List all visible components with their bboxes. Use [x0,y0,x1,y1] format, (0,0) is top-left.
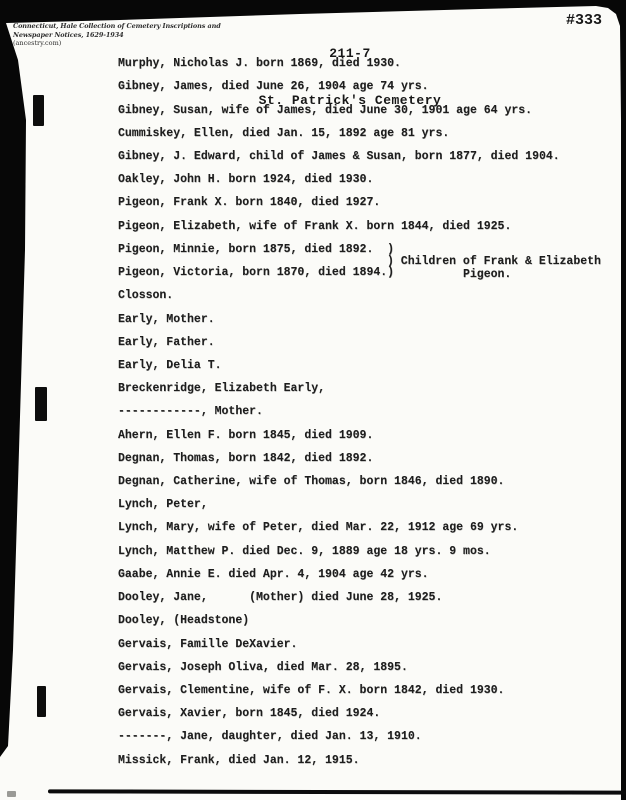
entry-list [118,52,618,772]
cemetery-entry: Early, Delia T. [118,358,222,372]
cemetery-entry: Gervais, Clementine, wife of F. X. born 1842, died 1930. [118,684,505,698]
cemetery-entry: Missick, Frank, died Jan. 12, 1915. [118,753,360,767]
cemetery-entry: Gibney, Susan, wife of James, died June 30, 1901 age 64 yrs. [118,103,533,117]
cemetery-entry: Cummiskey, Ellen, died Jan. 15, 1892 age 81 yrs. [118,126,450,140]
bracket-note-line2: Pigeon. [463,268,512,281]
cemetery-entry: -------, Jane, daughter, died Jan. 13, 1910. [118,730,422,744]
cemetery-entry: Closson. [118,289,174,303]
scan-artifact [7,791,16,797]
cemetery-entry: Lynch, Peter, [118,498,208,512]
cemetery-entry: Pigeon, Elizabeth, wife of Frank X. born 1844, died 1925. [118,219,512,233]
cemetery-entry: Gervais, Famille DeXavier. [118,637,298,651]
district-code: 211-7 [329,46,371,61]
cemetery-entry: ------------, Mother. [118,405,263,419]
cemetery-entry: Pigeon, Victoria, born 1870, died 1894.) [118,266,395,280]
cemetery-entry: Gervais, Joseph Oliva, died Mar. 28, 1895. [118,660,408,674]
cemetery-entry: Oakley, John H. born 1924, died 1930. [118,173,374,187]
cemetery-entry: Breckenridge, Elizabeth Early, [118,382,326,396]
binder-mark-bottom [37,686,46,717]
cemetery-entry: Early, Father. [118,335,215,349]
attribution-collection-title: Connecticut, Hale Collection of Cemetery Inscriptions and Newspaper Notices, 1629-1934 [13,22,221,39]
cemetery-entry: Ahern, Ellen F. born 1845, died 1909. [118,428,374,442]
cemetery-entry: Gibney, James, died June 26, 1904 age 74 yrs. [118,80,429,94]
binder-mark-top [33,95,44,126]
bracket-note-line1: ) Children of Frank & Elizabeth [387,255,601,268]
cemetery-entry: Gaabe, Annie E. died Apr. 4, 1904 age 42 yrs. [118,567,429,581]
binder-mark-middle [35,387,47,421]
cemetery-name: St. Patrick's Cemetery [258,92,442,108]
cemetery-entry: Dooley, (Headstone) [118,614,250,628]
cemetery-entry: Gervais, Xavier, born 1845, died 1924. [118,707,381,721]
cemetery-entry: Degnan, Thomas, born 1842, died 1892. [118,451,374,465]
cemetery-entry: Lynch, Mary, wife of Peter, died Mar. 22, 1912 age 69 yrs. [118,521,519,535]
page-number: #333 [566,12,603,29]
cemetery-entry: Murphy, Nicholas J. born 1869, died 1930. [118,57,401,71]
cemetery-entry: Gibney, J. Edward, child of James & Susan, born 1877, died 1904. [118,149,560,163]
cemetery-entry: Degnan, Catherine, wife of Thomas, born 1846, died 1890. [118,475,505,489]
attribution-source: (ancestry.com) [13,39,62,47]
cemetery-entry: Lynch, Matthew P. died Dec. 9, 1889 age 18 yrs. 9 mos. [118,544,491,558]
cemetery-entry: Pigeon, Minnie, born 1875, died 1892. ) [118,242,395,256]
cemetery-entry: Pigeon, Frank X. born 1840, died 1927. [118,196,381,210]
attribution [13,22,223,48]
cemetery-entry: Early, Mother. [118,312,215,326]
cemetery-entry: Dooley, Jane, (Mother) died June 28, 1925. [118,591,443,605]
